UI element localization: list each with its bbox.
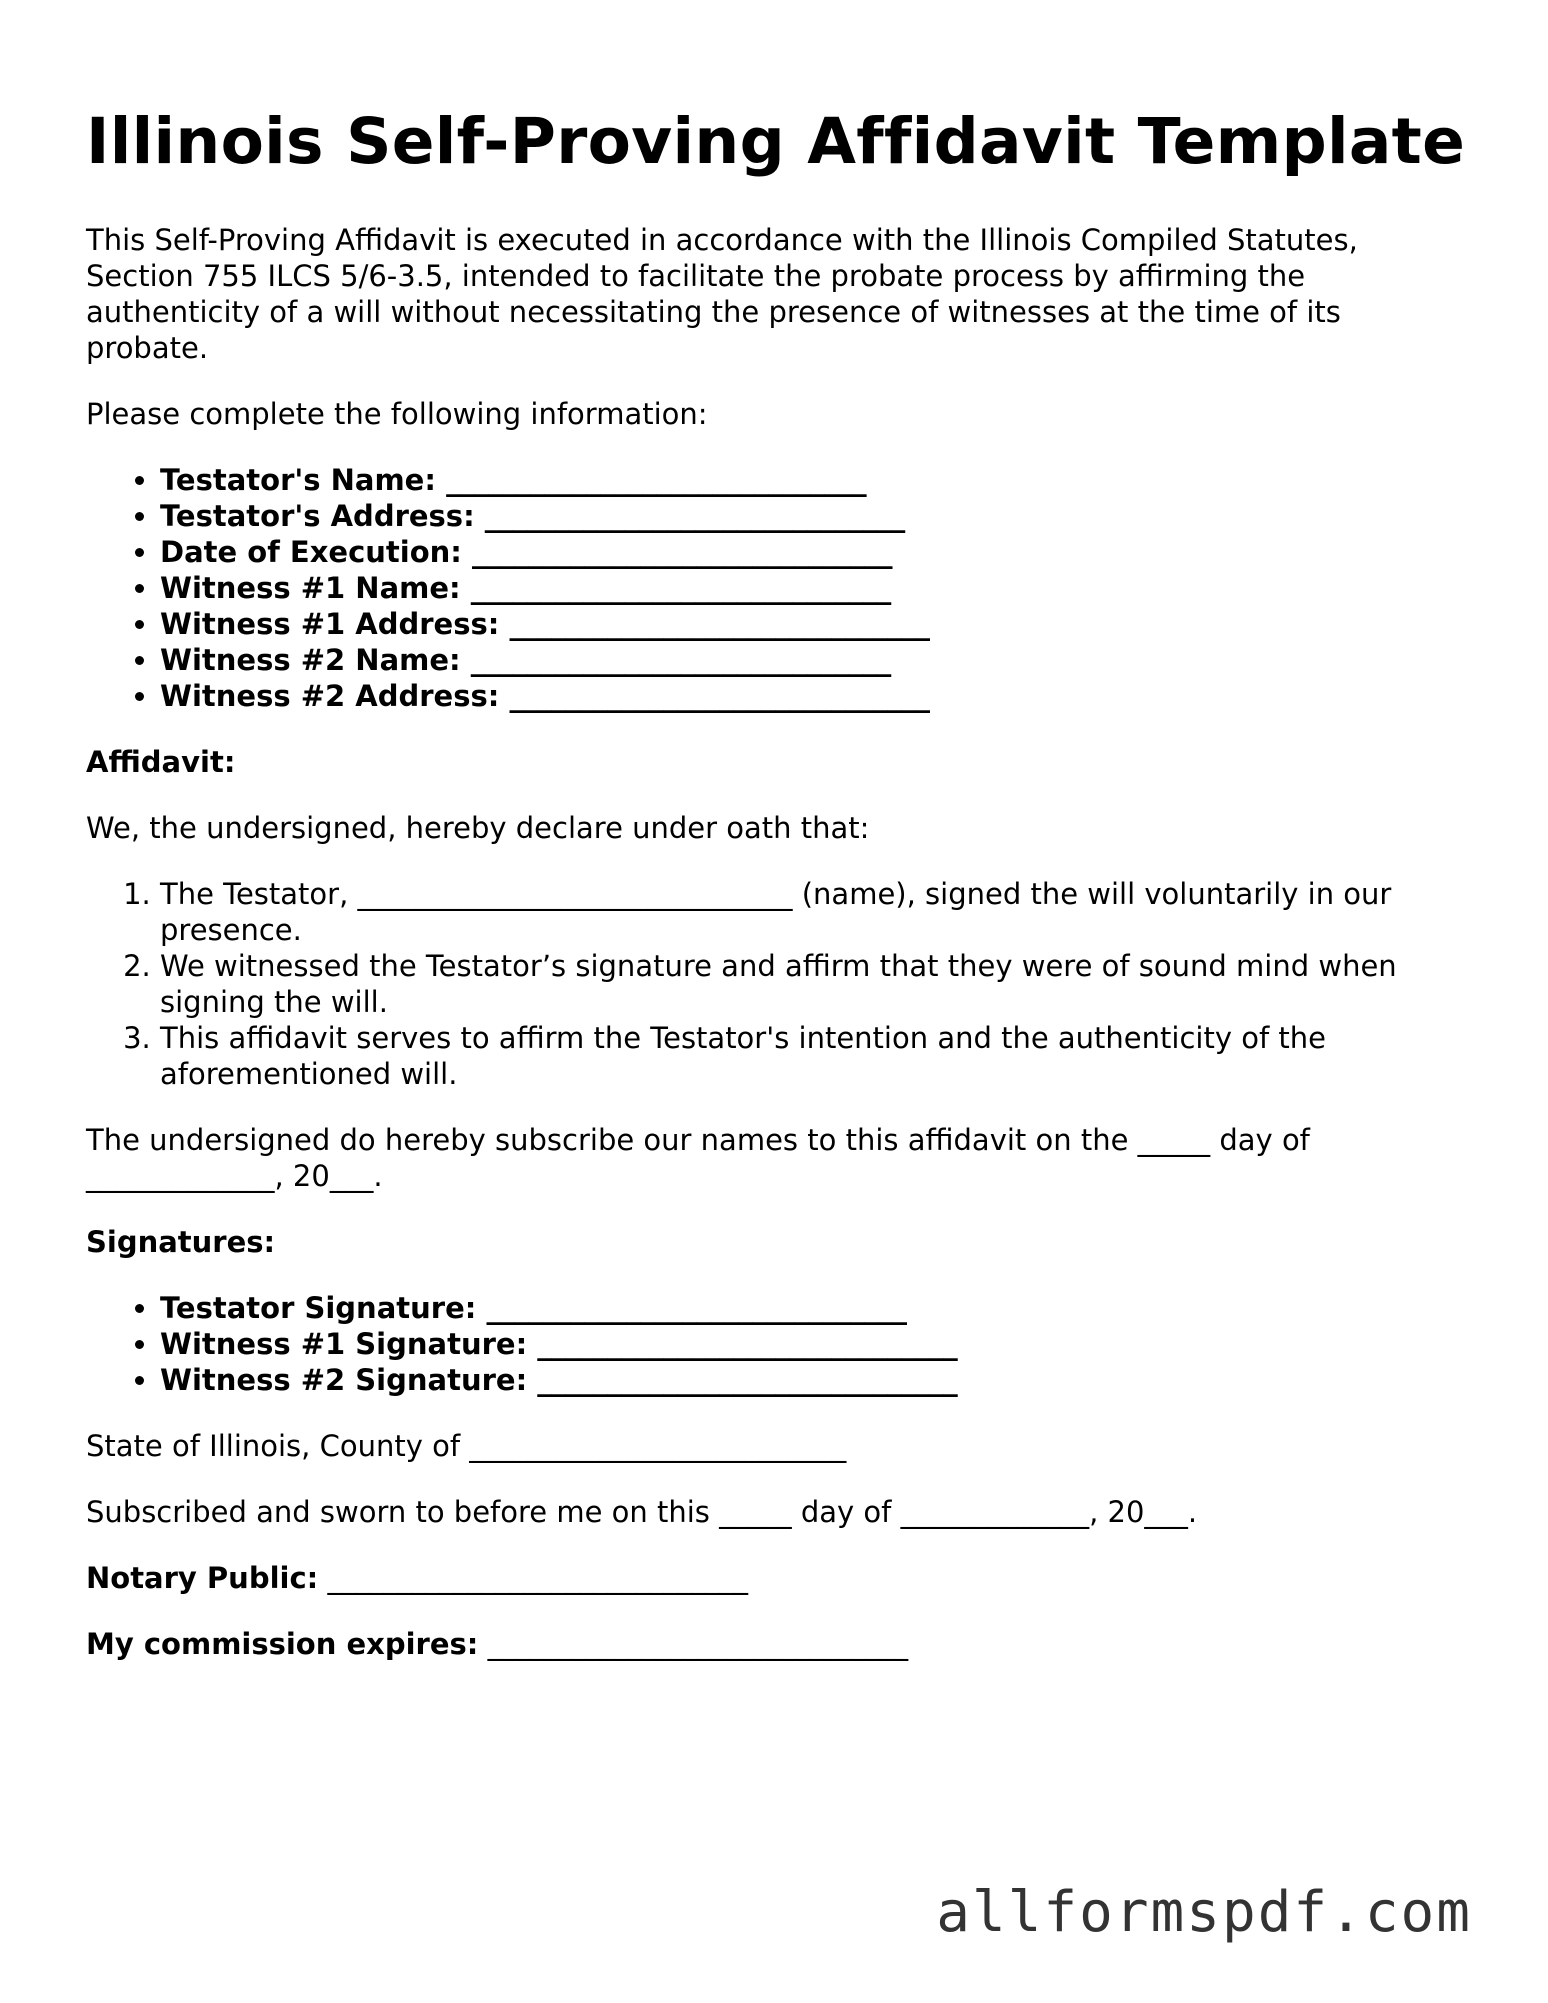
- blank-line[interactable]: ______________________________: [509, 679, 930, 714]
- field-witness2-name: [160, 642, 1466, 678]
- field-witness2-address: [160, 678, 1466, 714]
- signature-witness2: [160, 1362, 1466, 1398]
- field-label: Date of Execution:: [160, 535, 462, 570]
- signature-witness1: [160, 1326, 1466, 1362]
- notary-line: [86, 1560, 1466, 1596]
- declare-text: We, the undersigned, hereby declare under oath that:: [86, 811, 870, 846]
- county-text: State of Illinois, County of __________________________: [86, 1429, 847, 1464]
- commission-line: [86, 1626, 1466, 1662]
- signature-line[interactable]: ______________________________: [486, 1291, 907, 1326]
- signatures-heading: Signatures:: [86, 1225, 276, 1260]
- field-witness1-name: [160, 570, 1466, 606]
- declarations-list: [86, 876, 1466, 1092]
- field-label: Testator's Address:: [160, 499, 475, 534]
- intro-paragraph: This Self-Proving Affidavit is executed in accordance with the Illinois Compiled Statutes, Section 755 ILCS 5/6-3.5, intended to facilitate the probate process by affirming the authenticity of a will without necessitating the presence of witnesses at the time of its probate.: [86, 223, 1358, 366]
- field-label: Witness #1 Address:: [160, 607, 500, 642]
- signature-label: Witness #1 Signature:: [160, 1327, 528, 1362]
- blank-line[interactable]: ______________________________: [446, 463, 867, 498]
- field-witness1-address: [160, 606, 1466, 642]
- sworn-text: Subscribed and sworn to before me on this _____ day of _____________, 20___.: [86, 1495, 1198, 1530]
- notary-label: Notary Public:: [86, 1561, 319, 1596]
- document-title: Illinois Self-Proving Affidavit Template: [86, 105, 1466, 178]
- field-testator-address: [160, 498, 1466, 534]
- declaration-item: 1. The Testator, ______________________________ (name), signed the will voluntarily in our presence.: [160, 876, 1466, 948]
- field-label: Testator's Name:: [160, 463, 436, 498]
- field-label: Witness #2 Name:: [160, 643, 461, 678]
- commission-blank[interactable]: ______________________________: [487, 1627, 908, 1662]
- field-date-of-execution: [160, 534, 1466, 570]
- document-page: [86, 106, 1466, 1692]
- information-field-list: [86, 462, 1466, 714]
- notary-blank[interactable]: ______________________________: [327, 1561, 748, 1596]
- signatures-list: [86, 1290, 1466, 1398]
- blank-line[interactable]: ______________________________: [470, 571, 891, 606]
- blank-line[interactable]: ______________________________: [484, 499, 905, 534]
- instruction-text: Please complete the following information:: [86, 397, 708, 432]
- affidavit-heading: Affidavit:: [86, 745, 236, 780]
- field-testator-name: [160, 462, 1466, 498]
- declaration-item: 3. This affidavit serves to affirm the Testator's intention and the authenticity of the aforementioned will.: [160, 1020, 1466, 1092]
- field-label: Witness #2 Address:: [160, 679, 500, 714]
- watermark-text: allformspdf.com: [936, 1880, 1472, 1945]
- signature-line[interactable]: ______________________________: [537, 1327, 958, 1362]
- field-label: Witness #1 Name:: [160, 571, 461, 606]
- blank-line[interactable]: ______________________________: [472, 535, 893, 570]
- signature-testator: [160, 1290, 1466, 1326]
- commission-label: My commission expires:: [86, 1627, 479, 1662]
- signature-label: Witness #2 Signature:: [160, 1363, 528, 1398]
- signature-label: Testator Signature:: [160, 1291, 477, 1326]
- signature-line[interactable]: ______________________________: [537, 1363, 958, 1398]
- declaration-item: 2. We witnessed the Testator’s signature and affirm that they were of sound mind when signing the will.: [160, 948, 1466, 1020]
- subscribe-text: The undersigned do hereby subscribe our names to this affidavit on the _____ day of _____________, 20___.: [86, 1123, 1310, 1194]
- blank-line[interactable]: ______________________________: [509, 607, 930, 642]
- blank-line[interactable]: ______________________________: [470, 643, 891, 678]
